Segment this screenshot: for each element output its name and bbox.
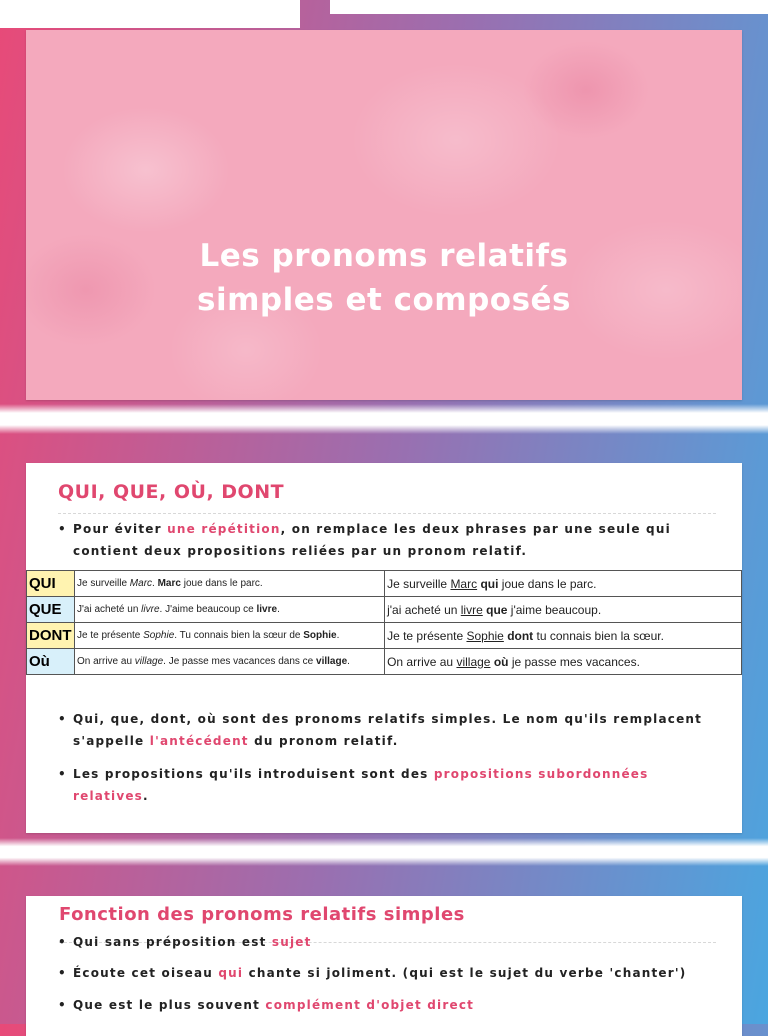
- two-sentences-cell: Je te présente Sophie. Tu connais bien la sœur de Sophie.: [74, 623, 384, 649]
- table-row: [27, 571, 742, 597]
- table-row: [27, 623, 742, 649]
- bullet-example: [58, 962, 723, 984]
- slide-title-line2: simples et composés: [197, 282, 571, 318]
- bullet-direct-object: [58, 994, 723, 1016]
- highlight-text: relatives: [73, 789, 144, 803]
- bullet-subordinate: [58, 763, 723, 807]
- bullet-text: Les propositions qu'ils introduisent sont des: [73, 767, 434, 781]
- bullet-text: Pour éviter: [73, 522, 168, 536]
- combined-sentence-cell: Je te présente Sophie dont tu connais bien la sœur.: [385, 623, 742, 649]
- bullet-antecedent: [58, 708, 723, 752]
- bullet-text: Écoute cet oiseau: [73, 966, 219, 980]
- bullet-text: s'appelle: [73, 734, 150, 748]
- highlight-text: l'antécédent: [149, 734, 249, 748]
- highlight-text: propositions subordonnées: [433, 767, 649, 781]
- bullet-dot: •: [58, 935, 67, 949]
- bullet-text: chante si joliment. (qui est le sujet du verbe 'chanter'): [243, 966, 687, 980]
- relative-pronoun-table: [26, 570, 742, 675]
- slide-heading: Fonction des pronoms relatifs simples: [59, 904, 465, 925]
- heading-divider: [58, 513, 716, 514]
- bullet-dot: •: [58, 712, 67, 726]
- highlight-text: une répétition: [167, 522, 281, 536]
- bullet-dot: •: [58, 966, 67, 980]
- pronoun-key: QUI: [27, 571, 75, 597]
- bullet-dot: •: [58, 522, 67, 536]
- highlight-text: complément d'objet direct: [265, 998, 475, 1012]
- slide-title: [26, 234, 742, 322]
- bullet-text: Qui, que, dont, où sont des pronoms relatifs simples. Le nom qu'ils remplacent: [73, 712, 703, 726]
- background-band-lower: [0, 838, 768, 866]
- pronoun-key: DONT: [27, 623, 75, 649]
- title-slide: [26, 30, 742, 400]
- bullet-subject: [58, 931, 723, 953]
- highlight-text: sujet: [271, 935, 312, 949]
- combined-sentence-cell: j'ai acheté un livre que j'aime beaucoup.: [385, 597, 742, 623]
- two-sentences-cell: Je surveille Marc. Marc joue dans le parc.: [74, 571, 384, 597]
- pronoun-key: Où: [27, 649, 75, 675]
- background-band-middle: [0, 404, 768, 434]
- pronoun-key: QUE: [27, 597, 75, 623]
- bullet-text: contient deux propositions reliées par un pronom relatif.: [73, 544, 528, 558]
- bullet-text: Qui sans préposition est: [73, 935, 272, 949]
- content-slide-functions: [26, 896, 742, 1036]
- bullet-text: Que est le plus souvent: [73, 998, 266, 1012]
- slide-heading: QUI, QUE, OÙ, DONT: [58, 481, 285, 503]
- table-row: [27, 649, 742, 675]
- bullet-text: .: [143, 789, 149, 803]
- bullet-dot: •: [58, 998, 67, 1012]
- combined-sentence-cell: Je surveille Marc qui joue dans le parc.: [385, 571, 742, 597]
- background-band-top-right: [330, 0, 768, 14]
- content-slide-simple-pronouns: [26, 463, 742, 833]
- two-sentences-cell: On arrive au village. Je passe mes vacances dans ce village.: [74, 649, 384, 675]
- bullet-text: , on remplace les deux phrases par une seule qui: [280, 522, 671, 536]
- bullet-dot: •: [58, 767, 67, 781]
- slide-title-line1: Les pronoms relatifs: [199, 238, 569, 274]
- bullet-text: du pronom relatif.: [248, 734, 399, 748]
- background-band-top: [0, 0, 300, 28]
- two-sentences-cell: J'ai acheté un livre. J'aime beaucoup ce livre.: [74, 597, 384, 623]
- combined-sentence-cell: On arrive au village où je passe mes vacances.: [385, 649, 742, 675]
- table-row: [27, 597, 742, 623]
- bullet-repetition: [58, 518, 713, 562]
- highlight-text: qui: [218, 966, 244, 980]
